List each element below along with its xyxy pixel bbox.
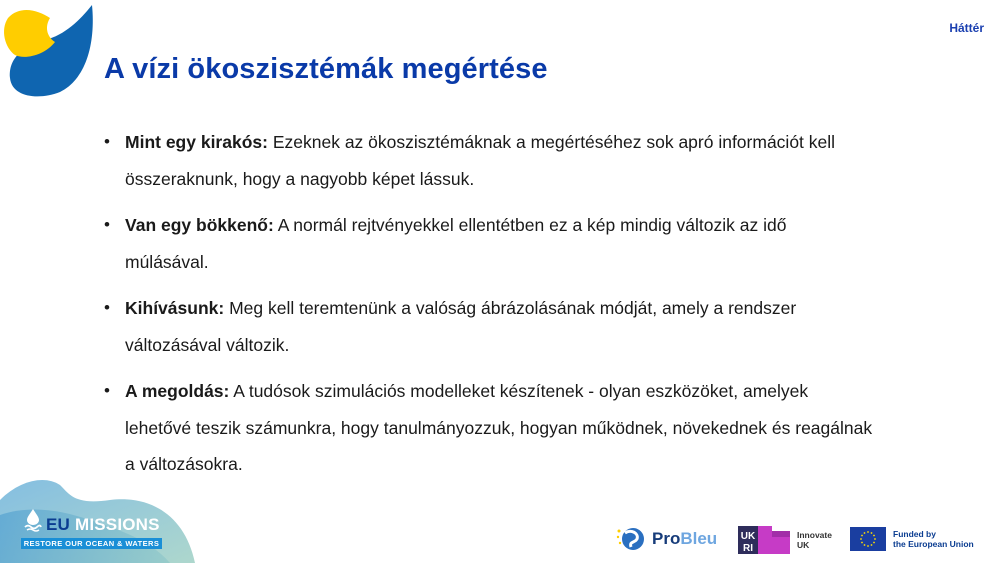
probleu-text — [652, 529, 717, 549]
bullet-item — [104, 373, 874, 483]
bullet-icon: • — [104, 381, 110, 400]
svg-text:UK: UK — [740, 531, 756, 542]
innovate-label: Innovate — [797, 530, 832, 540]
bullet-icon: • — [104, 215, 110, 234]
eu-mission-logo-icon — [0, 0, 100, 100]
funded-by-label: Funded by — [893, 528, 936, 539]
bullet-item — [104, 124, 874, 197]
european-union-label: the European Union — [893, 539, 974, 549]
bullet-list — [104, 124, 874, 493]
probleu-bleu: Bleu — [680, 529, 718, 548]
bullet-item — [104, 290, 874, 363]
eu-missions-subtitle: RESTORE OUR OCEAN & WATERS — [21, 538, 162, 549]
bullet-heading: Mint egy kirakós: — [125, 132, 268, 152]
bullet-text: Meg kell teremtenünk a valóság ábrázolásának módját, amely a rendszer változásával változik. — [125, 298, 797, 355]
probleu-swirl-icon — [615, 525, 647, 553]
page-title: A vízi ökoszisztémák megértése — [104, 53, 548, 85]
water-drop-icon — [24, 508, 42, 532]
bullet-text: Ezeknek az ökoszisztémáknak a megértéséhez sok apró információt kell összeraknunk, hogy a nagyobb képet lássuk. — [125, 132, 836, 189]
eu-missions-logo — [46, 515, 160, 535]
probleu-logo — [615, 525, 717, 553]
innovate-uk-logo — [738, 526, 832, 554]
ukri-icon — [738, 526, 790, 554]
bullet-heading: Van egy bökkenő: — [125, 215, 274, 235]
section-tag: Háttér — [949, 21, 984, 35]
bullet-icon: • — [104, 298, 110, 317]
missions-label: MISSIONS — [70, 515, 160, 534]
eu-funding-logo — [850, 527, 974, 551]
svg-text:RI: RI — [743, 543, 753, 554]
bullet-heading: A megoldás: — [125, 381, 230, 401]
probleu-pro: Pro — [652, 529, 681, 548]
bullet-item — [104, 207, 874, 280]
uk-label: UK — [797, 540, 810, 550]
bullet-text: A normál rejtvényekkel ellentétben ez a kép mindig változik az idő múlásával. — [125, 215, 787, 272]
bullet-heading: Kihívásunk: — [125, 298, 225, 318]
eu-funded-text — [893, 529, 974, 550]
bullet-icon: • — [104, 132, 110, 151]
innovate-uk-text — [797, 530, 832, 550]
eu-label: EU — [46, 515, 71, 534]
eu-flag-icon — [850, 527, 886, 551]
bullet-text: A tudósok szimulációs modelleket készítenek - olyan eszközöket, amelyek lehetővé teszik számunkra, hogy tanulmányozzuk, hogyan működnek, növekednek és reagálnak a változásokra. — [125, 381, 873, 474]
